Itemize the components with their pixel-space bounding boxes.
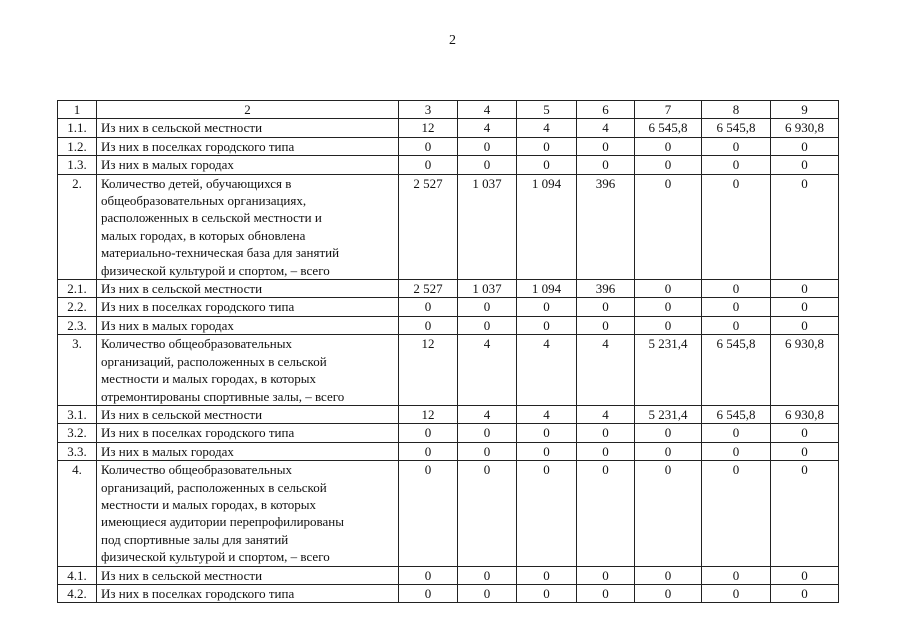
value-cell-col-3: 0 — [399, 566, 458, 584]
value-cell-col-9: 0 — [771, 461, 839, 566]
value-cell-col-6: 0 — [577, 298, 635, 316]
value-cell-col-8: 0 — [702, 137, 771, 155]
value-cell-col-4: 0 — [458, 566, 517, 584]
value-cell-col-7: 0 — [635, 298, 702, 316]
row-description — [97, 137, 399, 155]
row-number: 1.2. — [58, 137, 97, 155]
value-cell-col-9: 0 — [771, 566, 839, 584]
value-cell-col-7: 0 — [635, 424, 702, 442]
row-description — [97, 461, 399, 566]
value-cell-col-5: 0 — [517, 442, 577, 460]
header-row — [58, 101, 839, 119]
value-cell-col-5: 0 — [517, 298, 577, 316]
value-cell-col-6: 0 — [577, 424, 635, 442]
value-cell-col-6: 4 — [577, 405, 635, 423]
row-description — [97, 280, 399, 298]
value-cell-col-5: 4 — [517, 405, 577, 423]
value-cell-col-5: 1 094 — [517, 174, 577, 279]
value-cell-col-8: 0 — [702, 156, 771, 174]
row-description — [97, 119, 399, 137]
header-cell-9: 9 — [771, 101, 839, 119]
value-cell-col-6: 0 — [577, 584, 635, 602]
row-number: 4. — [58, 461, 97, 566]
value-cell-col-9: 0 — [771, 280, 839, 298]
value-cell-col-8: 0 — [702, 298, 771, 316]
value-cell-col-7: 0 — [635, 137, 702, 155]
value-cell-col-4: 1 037 — [458, 280, 517, 298]
row-description — [97, 335, 399, 406]
description-line: Из них в малых городах — [101, 443, 234, 459]
description-line: Количество детей, обучающихся в — [101, 175, 292, 191]
description-line: Из них в сельской местности — [101, 406, 263, 422]
value-cell-col-9: 0 — [771, 584, 839, 602]
value-cell-col-6: 0 — [577, 442, 635, 460]
header-cell-2: 2 — [97, 101, 399, 119]
description-line: физической культурой и спортом, – всего — [101, 549, 330, 565]
table-row — [58, 156, 839, 174]
row-number: 4.2. — [58, 584, 97, 602]
value-cell-col-3: 0 — [399, 316, 458, 334]
description-line: под спортивные залы для занятий — [101, 531, 289, 547]
row-number: 3.1. — [58, 405, 97, 423]
row-description — [97, 566, 399, 584]
description-line: организаций, расположенных в сельской — [101, 479, 327, 495]
value-cell-col-3: 12 — [399, 119, 458, 137]
value-cell-col-5: 0 — [517, 461, 577, 566]
value-cell-col-3: 0 — [399, 298, 458, 316]
value-cell-col-7: 0 — [635, 442, 702, 460]
value-cell-col-3: 0 — [399, 461, 458, 566]
table-row — [58, 335, 839, 406]
description-line: Количество общеобразовательных — [101, 336, 292, 352]
value-cell-col-3: 12 — [399, 405, 458, 423]
value-cell-col-4: 1 037 — [458, 174, 517, 279]
value-cell-col-7: 0 — [635, 461, 702, 566]
value-cell-col-9: 0 — [771, 174, 839, 279]
row-description — [97, 156, 399, 174]
value-cell-col-7: 5 231,4 — [635, 335, 702, 406]
row-number: 2. — [58, 174, 97, 279]
value-cell-col-7: 6 545,8 — [635, 119, 702, 137]
value-cell-col-3: 0 — [399, 137, 458, 155]
value-cell-col-5: 0 — [517, 156, 577, 174]
value-cell-col-4: 0 — [458, 316, 517, 334]
row-description — [97, 584, 399, 602]
row-description — [97, 442, 399, 460]
value-cell-col-9: 6 930,8 — [771, 119, 839, 137]
value-cell-col-5: 4 — [517, 335, 577, 406]
value-cell-col-4: 0 — [458, 584, 517, 602]
data-table — [57, 100, 839, 603]
description-line: материально-техническая база для занятий — [101, 245, 340, 261]
value-cell-col-5: 0 — [517, 137, 577, 155]
table-row — [58, 405, 839, 423]
value-cell-col-8: 0 — [702, 566, 771, 584]
value-cell-col-8: 0 — [702, 424, 771, 442]
header-cell-6: 6 — [577, 101, 635, 119]
value-cell-col-6: 0 — [577, 137, 635, 155]
description-line: Из них в поселках городского типа — [101, 299, 295, 315]
description-line: отремонтированы спортивные залы, – всего — [101, 388, 345, 404]
value-cell-col-7: 0 — [635, 280, 702, 298]
value-cell-col-7: 0 — [635, 156, 702, 174]
value-cell-col-7: 0 — [635, 584, 702, 602]
description-line: общеобразовательных организациях, — [101, 193, 307, 209]
table-row — [58, 316, 839, 334]
value-cell-col-7: 0 — [635, 174, 702, 279]
table-row — [58, 424, 839, 442]
value-cell-col-5: 0 — [517, 316, 577, 334]
row-number: 2.3. — [58, 316, 97, 334]
value-cell-col-8: 0 — [702, 280, 771, 298]
value-cell-col-6: 0 — [577, 461, 635, 566]
value-cell-col-9: 6 930,8 — [771, 335, 839, 406]
value-cell-col-8: 0 — [702, 316, 771, 334]
value-cell-col-4: 0 — [458, 461, 517, 566]
description-line: Количество общеобразовательных — [101, 462, 292, 478]
value-cell-col-6: 4 — [577, 335, 635, 406]
value-cell-col-3: 2 527 — [399, 280, 458, 298]
value-cell-col-8: 6 545,8 — [702, 119, 771, 137]
value-cell-col-5: 0 — [517, 584, 577, 602]
value-cell-col-5: 4 — [517, 119, 577, 137]
table-row — [58, 566, 839, 584]
value-cell-col-9: 0 — [771, 298, 839, 316]
description-line: Из них в поселках городского типа — [101, 425, 295, 441]
description-line: Из них в сельской местности — [101, 281, 263, 297]
value-cell-col-8: 0 — [702, 461, 771, 566]
value-cell-col-3: 2 527 — [399, 174, 458, 279]
value-cell-col-4: 4 — [458, 405, 517, 423]
value-cell-col-8: 6 545,8 — [702, 405, 771, 423]
value-cell-col-9: 0 — [771, 316, 839, 334]
value-cell-col-9: 0 — [771, 442, 839, 460]
description-line: Из них в малых городах — [101, 317, 234, 333]
description-line: Из них в поселках городского типа — [101, 585, 295, 601]
value-cell-col-4: 4 — [458, 335, 517, 406]
value-cell-col-3: 12 — [399, 335, 458, 406]
value-cell-col-9: 0 — [771, 137, 839, 155]
description-line: малых городах, в которых обновлена — [101, 227, 306, 243]
value-cell-col-6: 0 — [577, 316, 635, 334]
row-number: 1.1. — [58, 119, 97, 137]
value-cell-col-5: 0 — [517, 566, 577, 584]
description-line: Из них в сельской местности — [101, 120, 263, 136]
row-number: 3.2. — [58, 424, 97, 442]
header-cell-7: 7 — [635, 101, 702, 119]
table-row — [58, 280, 839, 298]
value-cell-col-4: 0 — [458, 156, 517, 174]
value-cell-col-4: 0 — [458, 442, 517, 460]
value-cell-col-9: 0 — [771, 424, 839, 442]
description-line: местности и малых городах, в которых — [101, 371, 317, 387]
value-cell-col-4: 4 — [458, 119, 517, 137]
value-cell-col-9: 6 930,8 — [771, 405, 839, 423]
header-cell-3: 3 — [399, 101, 458, 119]
value-cell-col-6: 396 — [577, 174, 635, 279]
description-line: имеющиеся аудитории перепрофилированы — [101, 514, 344, 530]
value-cell-col-3: 0 — [399, 584, 458, 602]
value-cell-col-8: 6 545,8 — [702, 335, 771, 406]
header-cell-4: 4 — [458, 101, 517, 119]
value-cell-col-3: 0 — [399, 424, 458, 442]
value-cell-col-8: 0 — [702, 584, 771, 602]
table-body — [58, 101, 839, 603]
row-number: 2.2. — [58, 298, 97, 316]
row-description — [97, 174, 399, 279]
description-line: физической культурой и спортом, – всего — [101, 262, 330, 278]
value-cell-col-6: 0 — [577, 566, 635, 584]
value-cell-col-8: 0 — [702, 174, 771, 279]
value-cell-col-7: 0 — [635, 566, 702, 584]
row-description — [97, 405, 399, 423]
description-line: расположенных в сельской местности и — [101, 210, 322, 226]
value-cell-col-7: 5 231,4 — [635, 405, 702, 423]
row-description — [97, 424, 399, 442]
description-line: местности и малых городах, в которых — [101, 496, 317, 512]
table-row — [58, 174, 839, 279]
header-cell-1: 1 — [58, 101, 97, 119]
table-row — [58, 461, 839, 566]
table-row — [58, 137, 839, 155]
value-cell-col-4: 0 — [458, 137, 517, 155]
row-description — [97, 298, 399, 316]
row-number: 4.1. — [58, 566, 97, 584]
description-line: Из них в сельской местности — [101, 567, 263, 583]
table-row — [58, 298, 839, 316]
value-cell-col-6: 0 — [577, 156, 635, 174]
table-row — [58, 442, 839, 460]
table-row — [58, 119, 839, 137]
description-line: организаций, расположенных в сельской — [101, 353, 327, 369]
value-cell-col-5: 1 094 — [517, 280, 577, 298]
header-cell-5: 5 — [517, 101, 577, 119]
value-cell-col-3: 0 — [399, 156, 458, 174]
value-cell-col-4: 0 — [458, 298, 517, 316]
row-number: 1.3. — [58, 156, 97, 174]
value-cell-col-6: 396 — [577, 280, 635, 298]
value-cell-col-8: 0 — [702, 442, 771, 460]
value-cell-col-5: 0 — [517, 424, 577, 442]
row-number: 3.3. — [58, 442, 97, 460]
description-line: Из них в малых городах — [101, 157, 234, 173]
table-row — [58, 584, 839, 602]
page-number: 2 — [449, 33, 456, 48]
value-cell-col-3: 0 — [399, 442, 458, 460]
description-line: Из них в поселках городского типа — [101, 138, 295, 154]
header-cell-8: 8 — [702, 101, 771, 119]
value-cell-col-6: 4 — [577, 119, 635, 137]
row-number: 3. — [58, 335, 97, 406]
row-description — [97, 316, 399, 334]
row-number: 2.1. — [58, 280, 97, 298]
value-cell-col-4: 0 — [458, 424, 517, 442]
value-cell-col-9: 0 — [771, 156, 839, 174]
value-cell-col-7: 0 — [635, 316, 702, 334]
